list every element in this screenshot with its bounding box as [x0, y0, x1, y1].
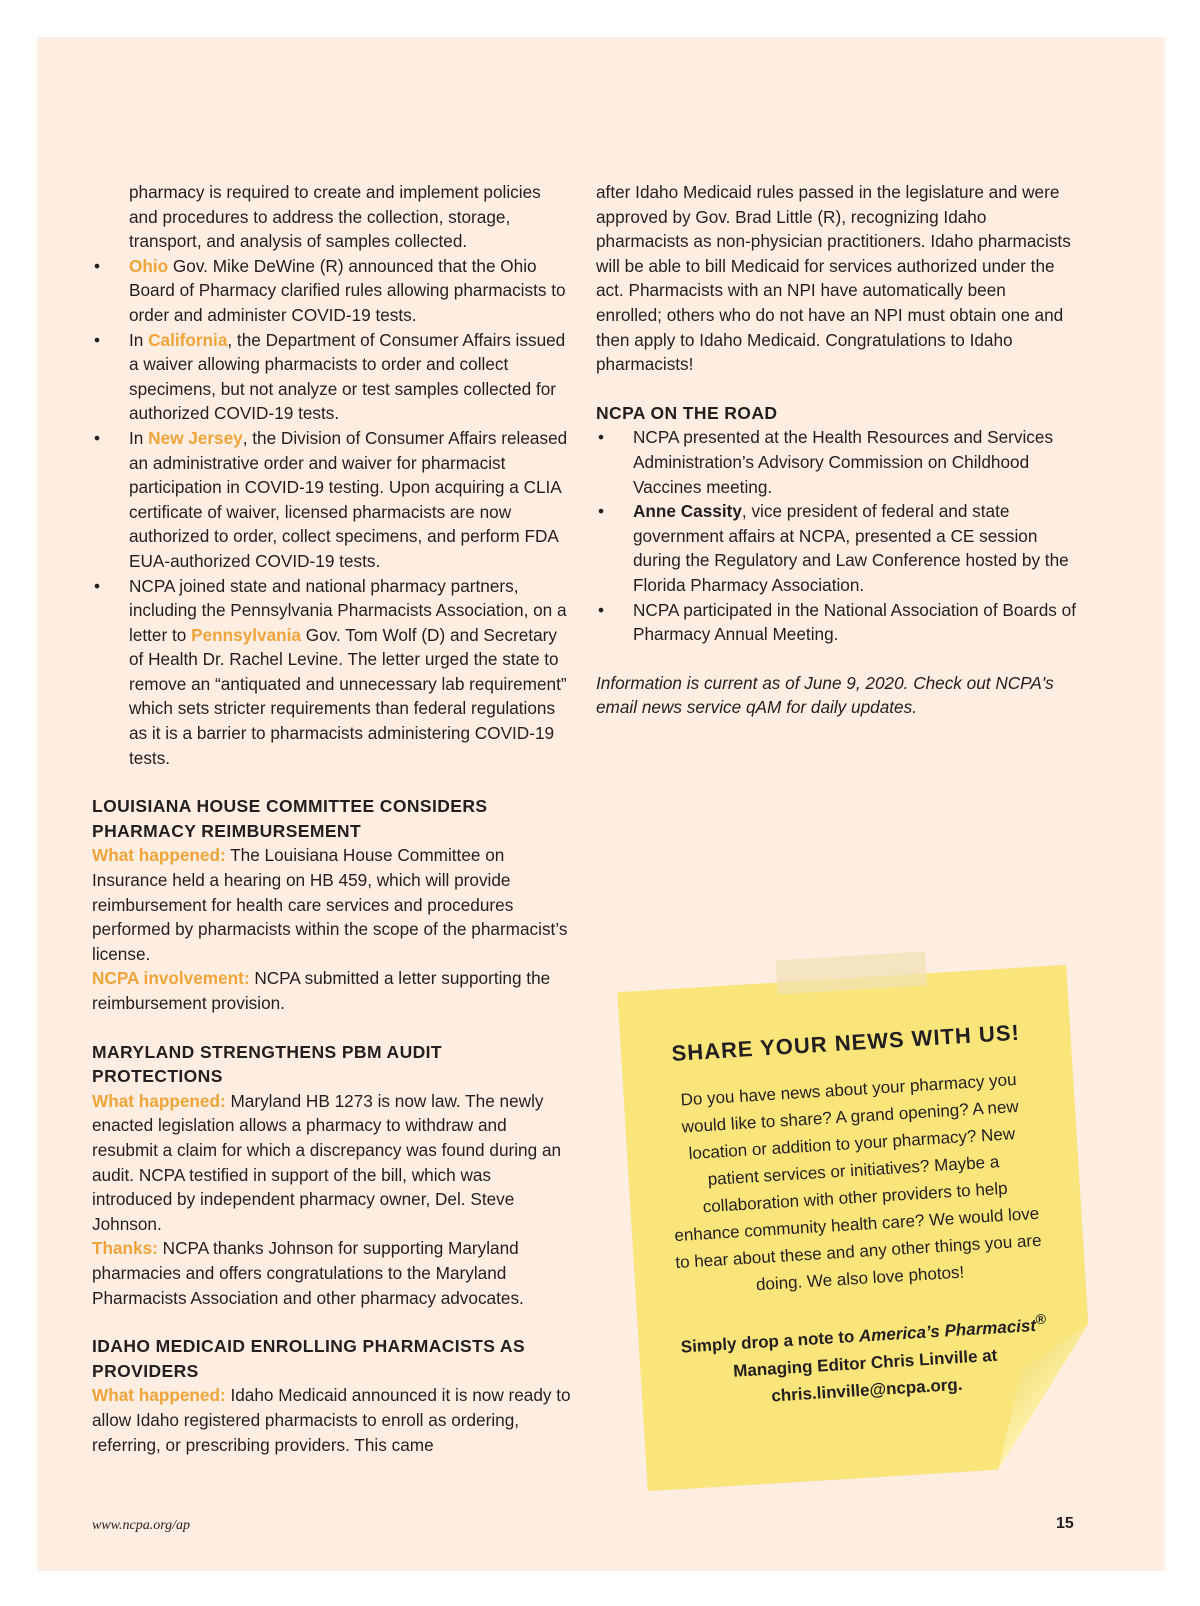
publication-name: America’s Pharmacist — [858, 1315, 1037, 1346]
idaho-heading: IDAHO MEDICAID ENROLLING PHARMACISTS AS PROVIDERS — [92, 1336, 526, 1381]
footer-url: www.ncpa.org/ap — [92, 1518, 191, 1533]
list-item: • Anne Cassity, vice president of federal and state government affairs at NCPA, presented a CE session during the Regulatory and Law Conference hosted by the Florida Pharmacy Association. — [596, 499, 1076, 597]
sticky-note-cta: Simply drop a note to America’s Pharmacist® Managing Editor Chris Linville at chris.linville@ncpa.org. — [680, 1311, 1047, 1406]
louisiana-what-happened: What happened: The Louisiana House Committee on Insurance held a hearing on HB 459, which will provide reimbursement for health care services and procedures performed by pharmacists within the scope of the pharmacist’s license. — [92, 845, 568, 964]
maryland-heading: MARYLAND STRENGTHENS PBM AUDIT PROTECTIONS — [92, 1041, 443, 1087]
road-heading: NCPA ON THE ROAD — [596, 402, 778, 423]
list-item: • In California, the Department of Consumer Affairs issued a waiver allowing pharmacists to order and collect specimens, but not analyze or test samples collected for authorized COVID-19 tests. — [92, 328, 572, 426]
info-note: Information is current as of June 9, 2020. Check out NCPA's email news service qAM for daily updates. — [596, 672, 1054, 718]
louisiana-heading: LOUISIANA HOUSE COMMITTEE CONSIDERS PHARMACY REIMBURSEMENT — [92, 796, 488, 841]
list-item: • NCPA presented at the Health Resources and Services Administration’s Advisory Commission on Childhood Vaccines meeting. — [596, 425, 1076, 499]
state-name-pennsylvania: Pennsylvania — [191, 624, 301, 645]
person-name: Anne Cassity — [633, 501, 742, 522]
state-name-california: California — [148, 329, 228, 350]
list-item: • In New Jersey, the Division of Consumer Affairs released an administrative order and waiver for pharmacist participation in COVID-19 testing. Upon acquiring a CLIA certificate of waiver, licensed pharmacists are now authorized to order, collect specimens, and perform FDA EUA-authorized COVID-19 tests. — [92, 426, 572, 574]
road-list — [596, 425, 1076, 646]
maryland-what-happened: What happened: Maryland HB 1273 is now law. The newly enacted legislation allows a pharmacy to withdraw and resubmit a claim for which a discrepancy was found during an audit. NCPA testified in support of the bill, which was introduced by independent pharmacy owner, Del. Steve Johnson. — [92, 1090, 562, 1234]
state-updates-list — [92, 254, 572, 770]
maryland-thanks: Thanks: NCPA thanks Johnson for supporting Maryland pharmacies and offers congratulations to the Maryland Pharmacists Association and other pharmacy advocates. — [92, 1238, 524, 1308]
sticky-note — [617, 965, 1097, 1492]
intro-paragraph: pharmacy is required to create and implement policies and procedures to address the collection, storage, transport, and analysis of samples collected. — [129, 182, 541, 252]
left-column — [92, 180, 572, 1457]
list-item: • NCPA joined state and national pharmacy partners, including the Pennsylvania Pharmacists Association, on a letter to Pennsylvania Gov. Tom Wolf (D) and Secretary of Health Dr. Rachel Levine. The letter urged the state to remove an “antiquated and unnecessary lab requirement” which sets stricter requirements than federal regulations as it is a barrier to pharmacists administering COVID-19 tests. — [92, 574, 572, 771]
idaho-continued: after Idaho Medicaid rules passed in the legislature and were approved by Gov. Brad Little (R), recognizing Idaho pharmacists as non-physician practitioners. Idaho pharmacists will be able to bill Medicaid for services authorized under the act. Pharmacists with an NPI have automatically been enrolled; others who do not have an NPI must obtain one and then apply to Idaho Medicaid. Congratulations to Idaho pharmacists! — [596, 182, 1071, 375]
page-number: 15 — [1056, 1515, 1074, 1532]
sticky-note-body: Do you have news about your pharmacy you would like to share? A grand opening? A new location or addition to your pharmacy? New patient services or initiatives? Maybe a collaboration with other providers to help enhance community health care? We would love to hear about these and any other things you are doing. We also love photos! — [673, 1070, 1043, 1295]
state-name-new-jersey: New Jersey — [148, 427, 243, 448]
louisiana-involvement: NCPA involvement: NCPA submitted a letter supporting the reimbursement provision. — [92, 968, 551, 1013]
state-name-ohio: Ohio — [129, 255, 169, 276]
idaho-what-happened: What happened: Idaho Medicaid announced it is now ready to allow Idaho registered pharmacists to enroll as ordering, referring, or prescribing providers. This came — [92, 1385, 571, 1455]
list-item: • NCPA participated in the National Association of Boards of Pharmacy Annual Meeting. — [596, 598, 1076, 647]
right-column — [596, 180, 1076, 720]
sticky-note-title: SHARE YOUR NEWS WITH US! — [670, 1019, 1021, 1066]
list-item: • Ohio Gov. Mike DeWine (R) announced that the Ohio Board of Pharmacy clarified rules allowing pharmacists to order and administer COVID-19 tests. — [92, 254, 572, 328]
